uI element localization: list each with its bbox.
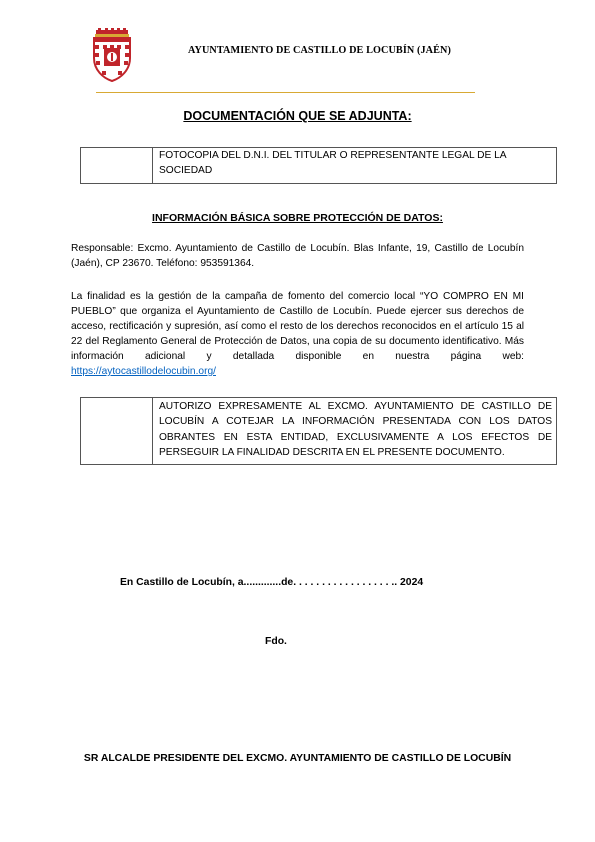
authorization-text: AUTORIZO EXPRESAMENTE AL EXCMO. AYUNTAMIENTO DE CASTILLO DE LOCUBÍN A COTEJAR LA INFORMACIÓN PRESENTADA CON LOS DATOS OBRANTES EN ESTA ENTIDAD, EXCLUSIVAMENTE A LOS EFECTOS DE PERSEGUIR LA FINALIDAD DESCRITA EN EL PRESENTE DOCUMENTO.	[159, 401, 552, 459]
website-link[interactable]: https://aytocastillodelocubin.org/	[71, 366, 216, 377]
authorization-row	[80, 397, 557, 465]
document-checklist-row	[80, 147, 557, 184]
document-checkbox-cell[interactable]	[81, 148, 153, 183]
coat-of-arms-icon	[90, 28, 134, 82]
authorization-checkbox-cell[interactable]	[81, 398, 153, 464]
privacy-purpose-text: La finalidad es la gestión de la campaña de fomento del comercio local “YO COMPRO EN MI PUEBLO” que organiza el Ayuntamiento de Castillo de Locubín. Puede ejercer sus derechos de acceso, rectificación y supresión, así como el resto de los derechos reconocidos en el artículo 15 al 22 del Reglamento General de Protección de Datos, una copia de su documento identificativo. Más información adicional y detallada disponible en nuestra página web:	[71, 291, 524, 362]
signature-label: Fdo.	[265, 636, 287, 647]
document-item-label: FOTOCOPIA DEL D.N.I. DEL TITULAR O REPRESENTANTE LEGAL DE LA SOCIEDAD	[159, 150, 507, 177]
header-divider	[96, 92, 475, 93]
header-title: AYUNTAMIENTO DE CASTILLO DE LOCUBÍN (JAÉN)	[188, 45, 451, 56]
privacy-title: INFORMACIÓN BÁSICA SOBRE PROTECCIÓN DE DATOS:	[152, 212, 443, 224]
place-date-line: En Castillo de Locubín, a.............de. . . . . . . . . . . . . . . . . .. 2024	[120, 577, 424, 588]
privacy-purpose	[71, 289, 524, 379]
documentation-title: DOCUMENTACIÓN QUE SE ADJUNTA:	[183, 109, 412, 123]
addressee: SR ALCALDE PRESIDENTE DEL EXCMO. AYUNTAMIENTO DE CASTILLO DE LOCUBÍN	[83, 753, 512, 764]
privacy-responsible: Responsable: Excmo. Ayuntamiento de Castillo de Locubín. Blas Infante, 19, Castillo de Locubín (Jaén), CP 23670. Teléfono: 953591364.	[71, 243, 524, 269]
